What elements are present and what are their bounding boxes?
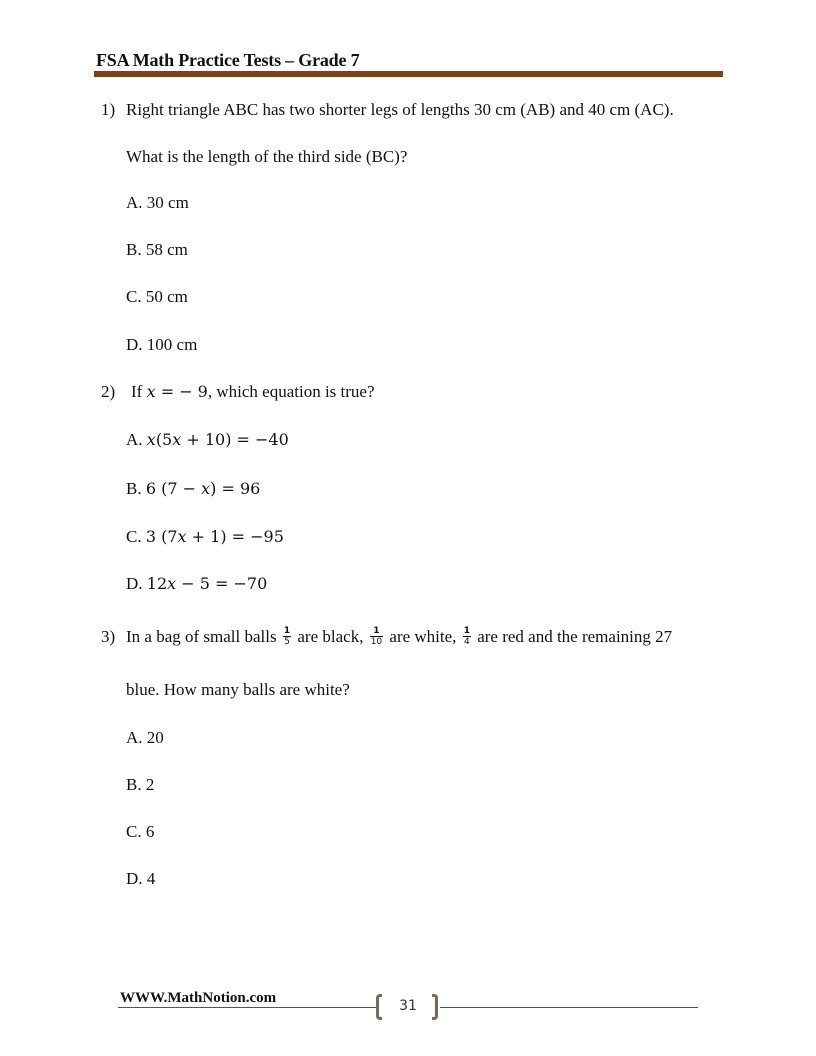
question-number: 1)	[101, 100, 116, 119]
fraction-numerator: 1	[283, 625, 291, 636]
choice-d: D. 4	[126, 869, 156, 888]
choice-letter: A.	[126, 430, 147, 449]
choice-b: B. 2	[126, 775, 155, 794]
question-stem	[131, 382, 375, 402]
fraction-one-tenth	[370, 626, 383, 647]
choice-a: A. 20	[126, 728, 164, 747]
page-number: 31	[399, 998, 417, 1014]
choice-c: C. 6	[126, 822, 155, 841]
fraction-numerator: 1	[463, 625, 470, 636]
choice-d: D. 100 cm	[126, 335, 198, 354]
math-expression: + 10) = −40	[181, 430, 289, 449]
fraction-denominator: 10	[370, 636, 383, 647]
question-number: 3)	[101, 627, 116, 646]
choice-letter: C.	[126, 527, 146, 546]
footer-bracket-left	[376, 994, 382, 1020]
math-variable: x	[167, 574, 177, 593]
math-expression: ) = 96	[210, 479, 261, 498]
header-rule	[94, 71, 723, 77]
math-expression: 12	[146, 574, 168, 593]
math-expression: − 5 = −70	[176, 574, 268, 593]
math-expression: (5	[155, 430, 173, 449]
stem-text: are black,	[293, 627, 368, 646]
footer-bracket-right	[432, 994, 438, 1020]
math-variable: x	[201, 479, 211, 498]
math-variable: x	[172, 430, 182, 449]
header-title: FSA Math Practice Tests – Grade 7	[96, 50, 360, 70]
choice-a: A. 30 cm	[126, 193, 189, 212]
question-stem-line-2: blue. How many balls are white?	[126, 680, 350, 699]
choice-letter: B.	[126, 479, 146, 498]
choice-c	[126, 527, 284, 547]
question-stem: Right triangle ABC has two shorter legs of lengths 30 cm (AB) and 40 cm (AC).	[126, 100, 674, 119]
choice-b: B. 58 cm	[126, 240, 188, 259]
stem-text: In a bag of small balls	[126, 627, 281, 646]
choice-a	[126, 430, 289, 450]
fraction-one-fifth	[283, 626, 291, 647]
footer-site-link: WWW.MathNotion.com	[120, 990, 277, 1006]
footer-rule-right	[440, 1007, 698, 1008]
question-number: 2)	[101, 382, 116, 401]
stem-text: If	[131, 382, 147, 401]
math-expression: + 1) = −95	[186, 527, 284, 546]
fraction-denominator: 4	[463, 636, 470, 647]
choice-c: C. 50 cm	[126, 287, 188, 306]
math-variable: x	[146, 382, 156, 401]
question-stem	[126, 627, 672, 649]
choice-letter: D.	[126, 574, 147, 593]
math-expression: = − 9	[155, 382, 208, 401]
footer-rule-left	[118, 1007, 376, 1008]
fraction-one-fourth	[463, 626, 471, 647]
math-variable: x	[177, 527, 187, 546]
stem-text: are white,	[385, 627, 461, 646]
math-variable: x	[146, 430, 156, 449]
fraction-numerator: 1	[370, 626, 383, 637]
choice-b	[126, 479, 260, 499]
fraction-denominator: 5	[284, 636, 290, 647]
stem-text: , which equation is true?	[207, 382, 375, 401]
math-expression: 6 (7 −	[145, 479, 202, 498]
question-stem-line-2: What is the length of the third side (BC)?	[126, 147, 408, 166]
math-expression: 3 (7	[145, 527, 178, 546]
stem-text: are red and the remaining 27	[472, 627, 673, 646]
choice-d	[126, 574, 267, 594]
